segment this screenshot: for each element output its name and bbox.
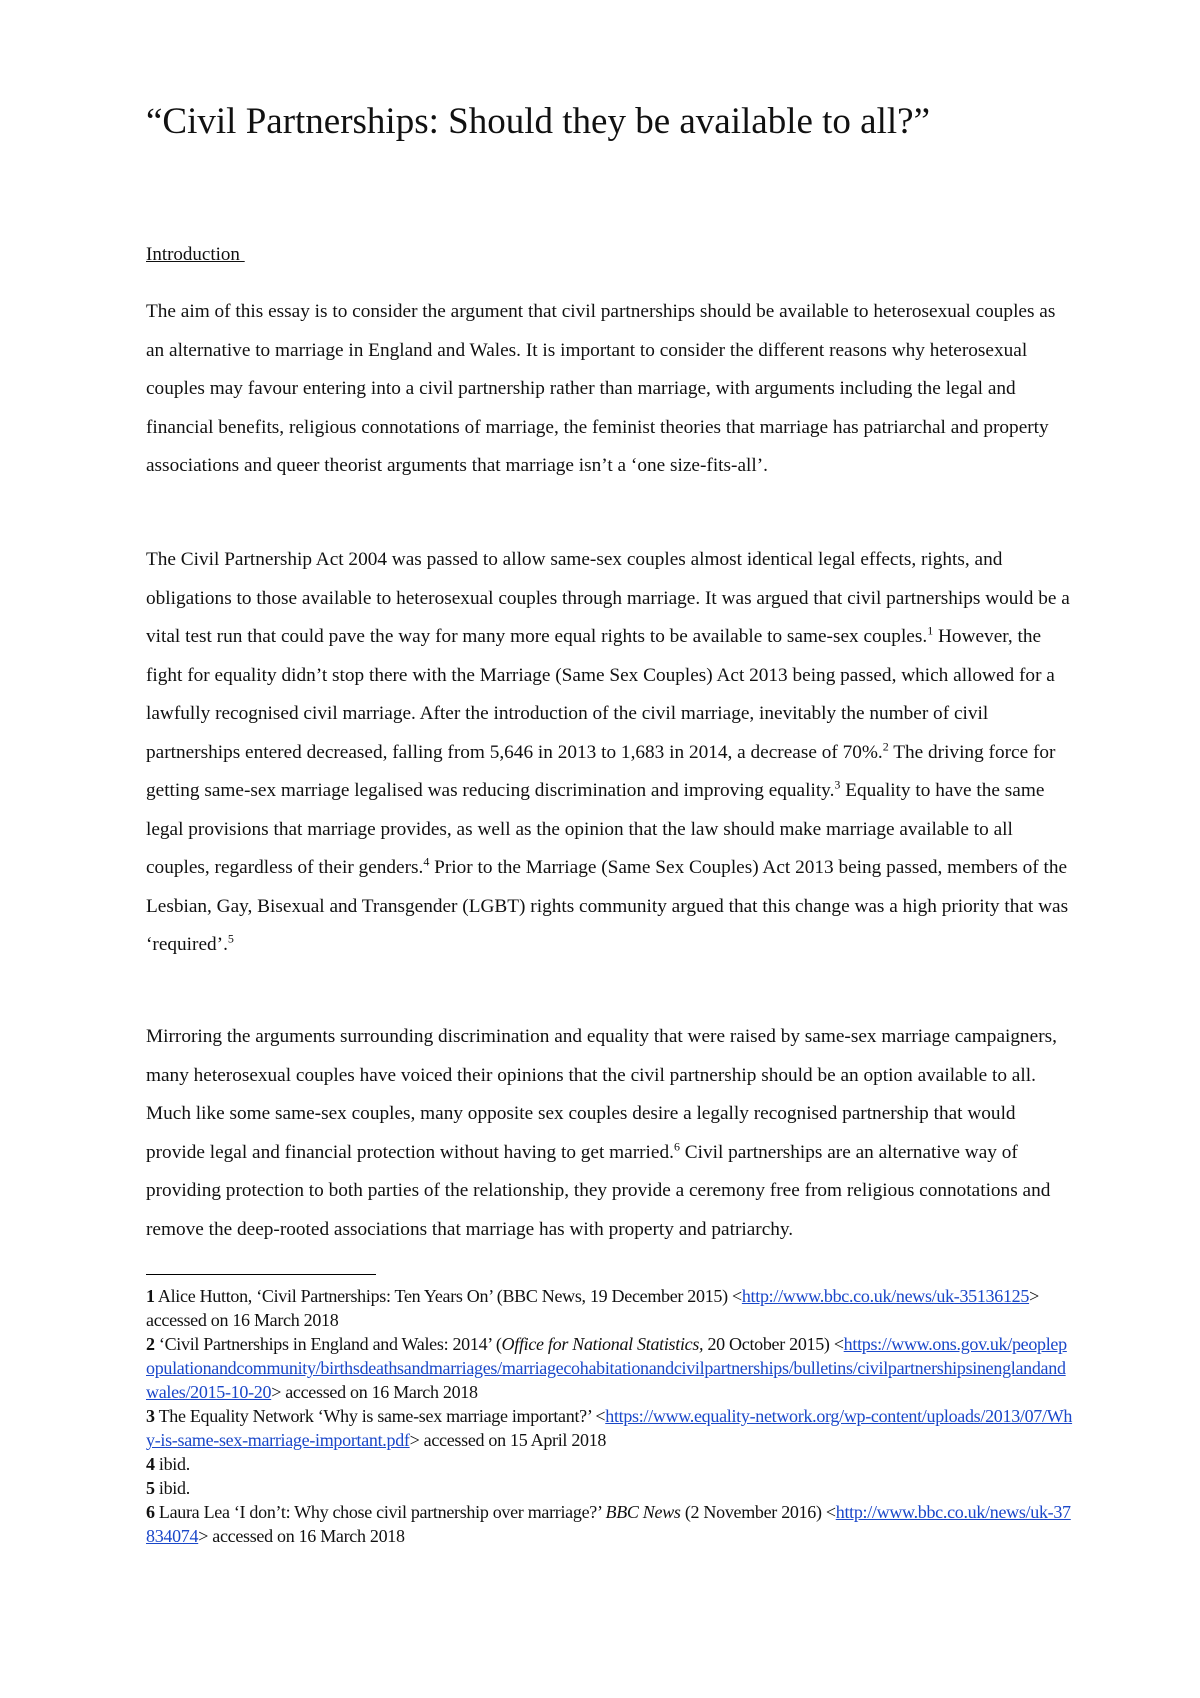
footnote-number: 2 (146, 1334, 155, 1354)
footnote-ref-5[interactable]: 5 (227, 931, 234, 946)
footnote-5 (146, 1476, 1074, 1500)
footnote-text: 20 October 2015) < (703, 1334, 844, 1354)
footnote-ref-1[interactable]: 1 (927, 623, 934, 638)
footnote-link[interactable]: https://www.ons.gov.uk/peoplepopulationandcommunity/birthsdeathsandmarriages/marriagecohabitationandcivilpartnerships/bulletins/civilpartnershipsinenglandandwales/2015-10-20 (146, 1334, 1067, 1402)
paragraph-3-text: Mirroring the arguments surrounding discrimination and equality that were raised by same-sex marriage campaigners, many heterosexual couples have voiced their opinions that the civil partnership should be an option available to all. Much like some same-sex couples, many opposite sex couples desire a legally recognised partnership that would provide legal and financial protection without having to get married. (146, 1026, 1057, 1163)
paragraph-3-text: Civil partnerships are an alternative way of providing protection to both parties of the relationship, they provide a ceremony free from religious connotations and remove the deep-rooted associations that marriage has with property and patriarchy. (146, 1141, 1051, 1240)
footnote-4 (146, 1452, 1074, 1476)
section-heading-introduction: Introduction (146, 244, 245, 265)
footnote-italic-source: BBC News (605, 1502, 681, 1522)
footnote-3 (146, 1404, 1074, 1452)
footnote-separator (146, 1274, 376, 1275)
footnote-number: 6 (146, 1502, 155, 1522)
paragraph-2-text: The Civil Partnership Act 2004 was passed to allow same-sex couples almost identical legal effects, rights, and obligations to those available to heterosexual couples through marriage. It was argued that civil partnerships would be a vital test run that could pave the way for many more equal rights to be available to same-sex couples. (146, 549, 1070, 647)
paragraph-2-text: The driving force for getting same-sex marriage legalised was reducing discrimination and improving equality. (146, 741, 1056, 801)
paragraph-2-text: Equality to have the same legal provisions that marriage provides, as well as the opinion that the law should make marriage available to all couples, regardless of their genders. (146, 780, 1045, 878)
footnote-link[interactable]: https://www.equality-network.org/wp-content/uploads/2013/07/Why-is-same-sex-marriage-important.pdf (146, 1406, 1073, 1450)
footnote-text: ibid. (154, 1454, 190, 1474)
footnote-1 (146, 1284, 1074, 1332)
footnote-text: > accessed on 16 March 2018 (198, 1526, 405, 1546)
footnote-ref-4[interactable]: 4 (423, 854, 430, 869)
essay-title: “Civil Partnerships: Should they be available to all?” (146, 101, 931, 142)
paragraph-2-text: However, the fight for equality didn’t stop there with the Marriage (Same Sex Couples) Act 2013 being passed, which allowed for a lawfully recognised civil marriage. After the introduction of the civil marriage, inevitably the number of civil partnerships entered decreased, falling from 5,646 in 2013 to 1,683 in 2014, a decrease of 70%. (146, 626, 1055, 763)
paragraph-1: The aim of this essay is to consider the argument that civil partnerships should be available to heterosexual couples as an alternative to marriage in England and Wales. It is important to consider the different reasons why heterosexual couples may favour entering into a civil partnership rather than marriage, with arguments including the legal and financial benefits, religious connotations of marriage, the feminist theories that marriage has patriarchal and property associations and queer theorist arguments that marriage isn’t a ‘one size-fits-all’. (146, 301, 1056, 476)
footnote-text: The Equality Network ‘Why is same-sex marriage important?’ < (154, 1406, 606, 1426)
paragraph-2-text: Prior to the Marriage (Same Sex Couples) Act 2013 being passed, members of the Lesbian, Gay, Bisexual and Transgender (LGBT) rights community argued that this change was a high priority that was ‘required’. (146, 857, 1069, 955)
footnote-text: ibid. (154, 1478, 190, 1498)
footnote-2 (146, 1332, 1074, 1404)
footnote-ref-3[interactable]: 3 (834, 777, 841, 792)
paragraph-2 (146, 541, 1070, 965)
footnote-ref-2[interactable]: 2 (882, 739, 889, 754)
footnote-text: Laura Lea ‘I don’t: Why chose civil partnership over marriage?’ (154, 1502, 606, 1522)
footnote-number: 4 (146, 1454, 155, 1474)
paragraph-3 (146, 1018, 1070, 1249)
footnote-text: > accessed on 15 April 2018 (409, 1430, 607, 1450)
footnote-number: 1 (146, 1286, 155, 1306)
footnote-ref-6[interactable]: 6 (673, 1139, 680, 1154)
footnote-link[interactable]: http://www.bbc.co.uk/news/uk-37834074 (146, 1502, 1071, 1546)
footnotes (146, 1284, 1074, 1548)
footnote-text: > accessed on 16 March 2018 (146, 1286, 1039, 1330)
footnote-text: > accessed on 16 March 2018 (271, 1382, 478, 1402)
footnote-6 (146, 1500, 1074, 1548)
footnote-number: 5 (146, 1478, 155, 1498)
footnote-text: (2 November 2016) < (680, 1502, 836, 1522)
footnote-italic-source: Office for National Statistics, (501, 1334, 704, 1354)
footnote-link[interactable]: http://www.bbc.co.uk/news/uk-35136125 (741, 1286, 1030, 1306)
footnote-number: 3 (146, 1406, 155, 1426)
footnote-text: ‘Civil Partnerships in England and Wales: 2014’ ( (154, 1334, 502, 1354)
footnote-text: Alice Hutton, ‘Civil Partnerships: Ten Years On’ (BBC News, 19 December 2015) < (154, 1286, 742, 1306)
